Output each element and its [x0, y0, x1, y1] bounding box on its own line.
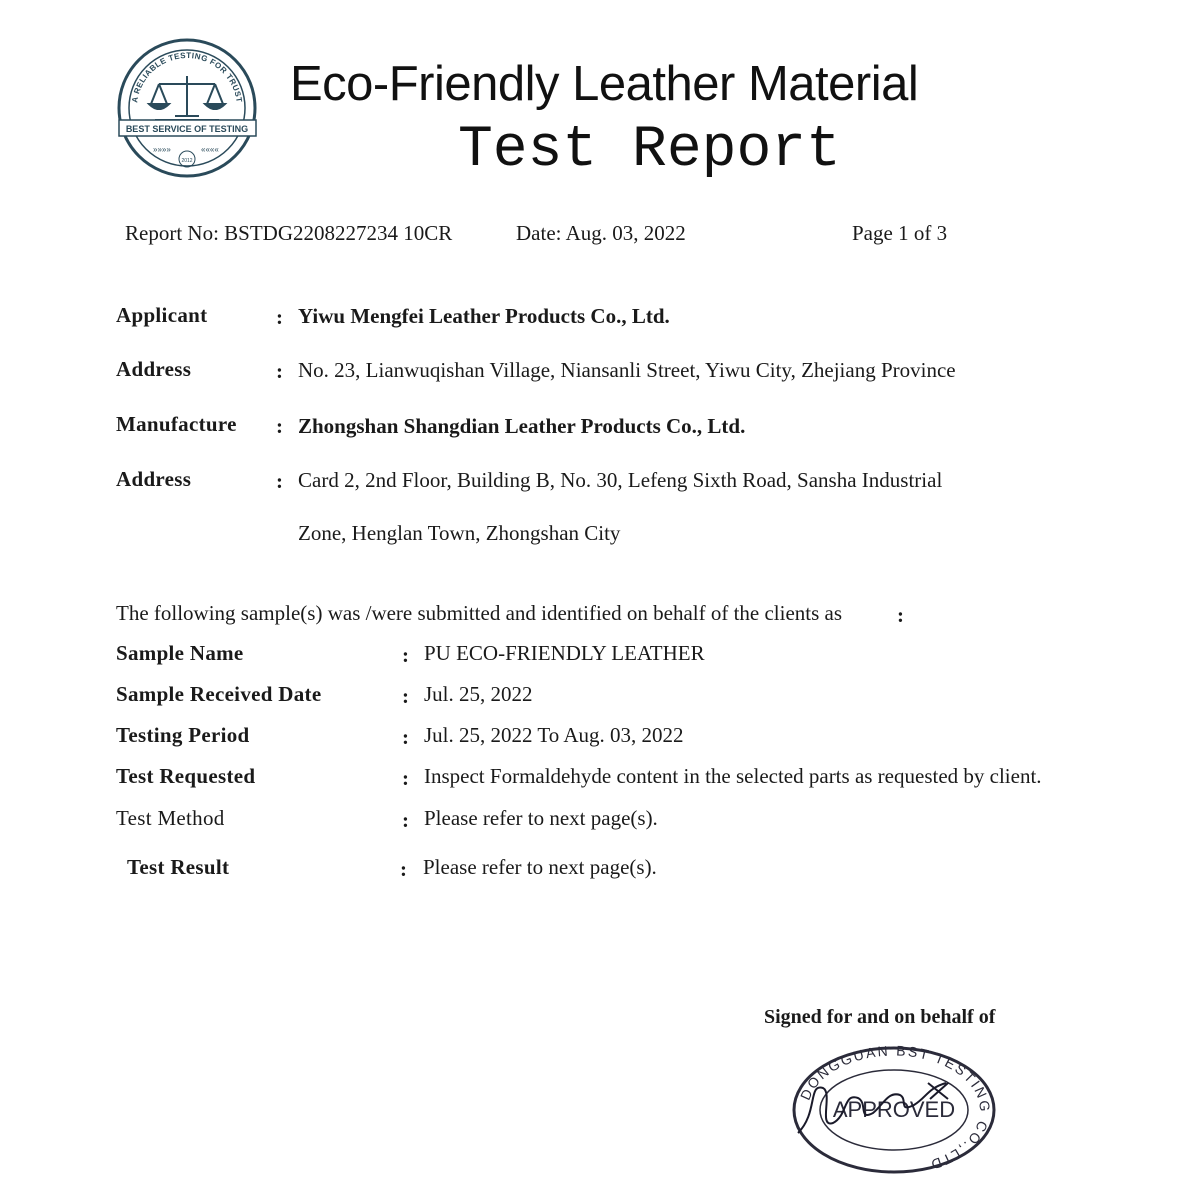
applicant-address-value: No. 23, Lianwuqishan Village, Niansanli Street, Yiwu City, Zhejiang Province: [298, 358, 956, 382]
colon: :: [402, 684, 409, 708]
approved-company-stamp: [788, 1043, 1003, 1178]
test-result-label: Test Result: [127, 855, 230, 879]
testing-seal-logo: [115, 36, 260, 181]
seal-arc-text: A RELIABLE TESTING FOR TRUST: [130, 50, 244, 104]
testing-period-value: Jul. 25, 2022 To Aug. 03, 2022: [424, 723, 684, 747]
signed-on-behalf-text: Signed for and on behalf of: [764, 1006, 996, 1028]
report-title-line1: Eco-Friendly Leather Material: [290, 57, 919, 111]
stamp-ring-text: DONGGUAN BST TESTING CO.,LTD: [796, 1043, 994, 1174]
colon: :: [400, 857, 407, 881]
applicant-value: Yiwu Mengfei Leather Products Co., Ltd.: [298, 304, 670, 328]
colon: :: [276, 359, 283, 383]
applicant-label: Applicant: [116, 303, 208, 327]
manufacture-label: Manufacture: [116, 412, 237, 436]
testing-period-label: Testing Period: [116, 723, 250, 747]
test-result-value: Please refer to next page(s).: [423, 855, 657, 879]
applicant-address-label: Address: [116, 357, 192, 381]
sample-intro-text: The following sample(s) was /were submitted and identified on behalf of the clients as: [116, 601, 843, 625]
report-title-line2: Test Report: [458, 118, 841, 183]
scales-of-justice-icon: [149, 76, 225, 120]
colon: :: [276, 469, 283, 493]
colon: :: [402, 766, 409, 790]
colon: :: [276, 305, 283, 329]
colon: :: [276, 414, 283, 438]
colon: :: [402, 808, 409, 832]
colon: :: [897, 603, 904, 627]
stamp-approved-text: APPROVED: [832, 1097, 956, 1122]
svg-text:»»»»: »»»»: [153, 145, 171, 154]
test-method-value: Please refer to next page(s).: [424, 806, 658, 830]
seal-banner-text: BEST SERVICE OF TESTING: [125, 124, 249, 134]
sample-name-value: PU ECO-FRIENDLY LEATHER: [424, 641, 705, 665]
colon: :: [402, 643, 409, 667]
manufacture-address-value: Card 2, 2nd Floor, Building B, No. 30, Lefeng Sixth Road, Sansha Industrial: [298, 468, 943, 492]
svg-text:««««: ««««: [201, 145, 219, 154]
page-indicator: Page 1 of 3: [852, 221, 948, 245]
report-date: Date: Aug. 03, 2022: [516, 221, 686, 245]
manufacture-value: Zhongshan Shangdian Leather Products Co., Ltd.: [298, 414, 746, 438]
test-requested-value: Inspect Formaldehyde content in the selected parts as requested by client.: [424, 764, 1042, 788]
colon: :: [402, 725, 409, 749]
seal-small-text: 2012: [181, 158, 193, 164]
sample-received-date-label: Sample Received Date: [116, 682, 322, 706]
manufacture-address-value-line2: Zone, Henglan Town, Zhongshan City: [298, 521, 621, 545]
test-method-label: Test Method: [116, 806, 225, 830]
report-number: Report No: BSTDG2208227234 10CR: [125, 221, 453, 245]
test-requested-label: Test Requested: [116, 764, 256, 788]
sample-name-label: Sample Name: [116, 641, 244, 665]
manufacture-address-label: Address: [116, 467, 192, 491]
sample-received-date-value: Jul. 25, 2022: [424, 682, 533, 706]
